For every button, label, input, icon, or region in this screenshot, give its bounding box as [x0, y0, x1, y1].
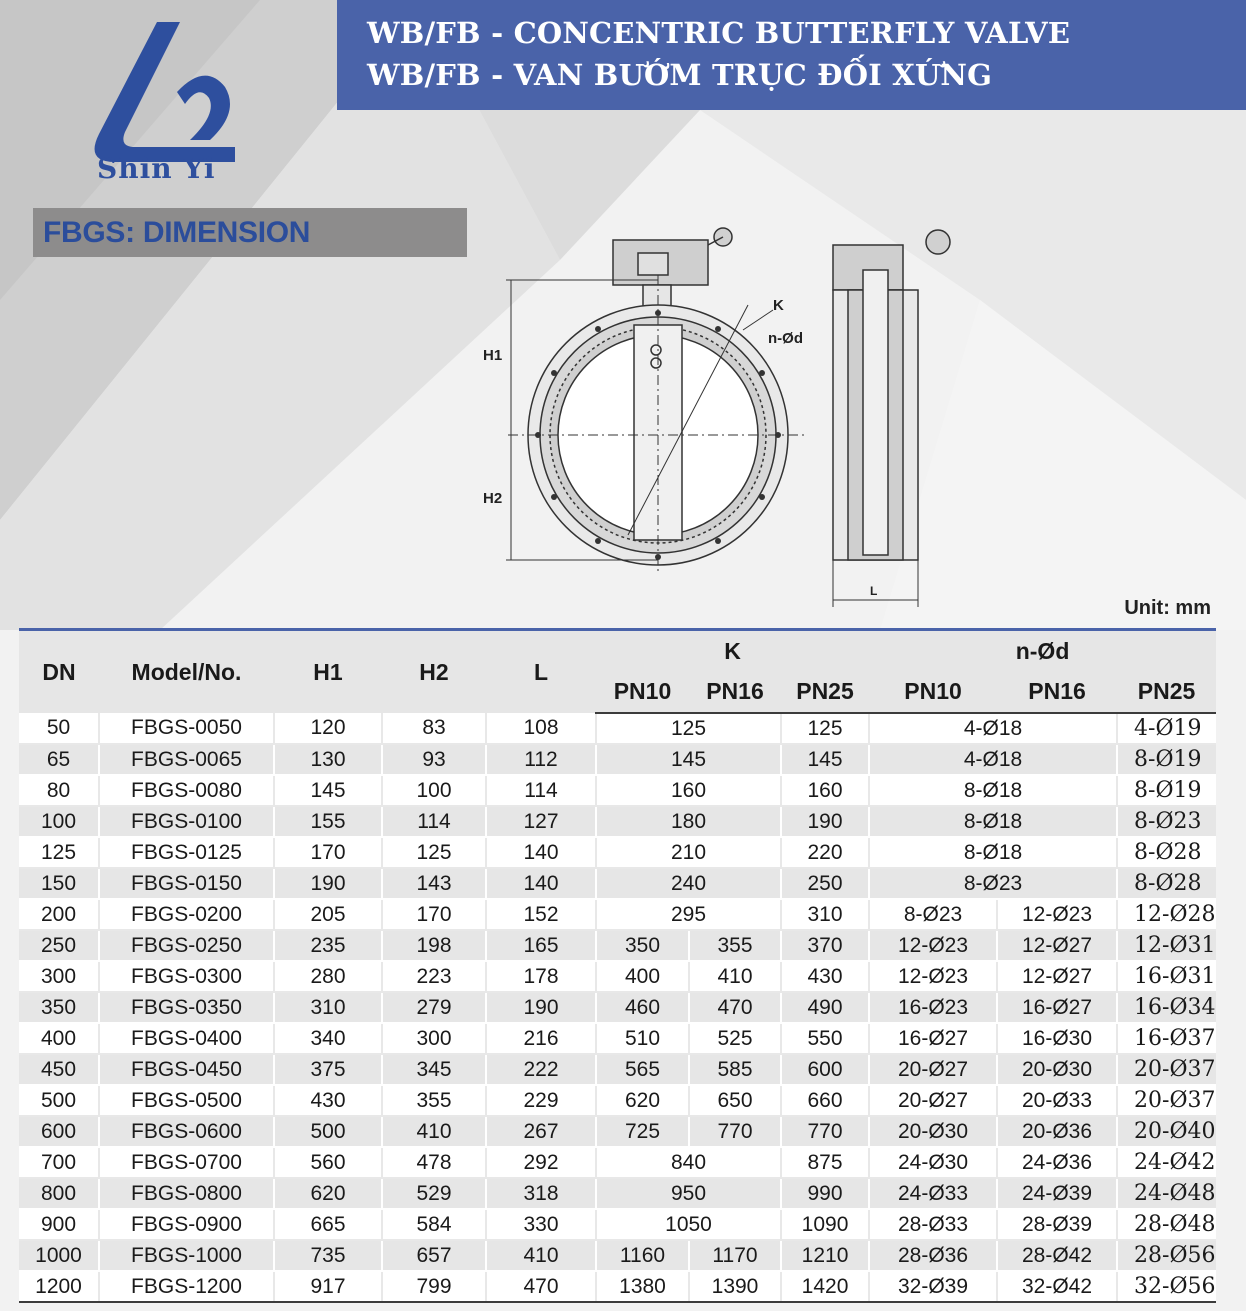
cell-h2: 799 — [382, 1271, 486, 1302]
cell-k-pn10: 1380 — [596, 1271, 689, 1302]
cell-k-pn10-pn16: 125 — [596, 713, 781, 744]
table-body — [19, 713, 1216, 1302]
cell-l: 190 — [486, 992, 596, 1023]
cell-model: FBGS-1200 — [99, 1271, 274, 1302]
table-row — [19, 1178, 1216, 1209]
cell-k-pn10-pn16: 240 — [596, 868, 781, 899]
cell-h1: 340 — [274, 1023, 382, 1054]
cell-k-pn25: 1210 — [781, 1240, 869, 1271]
cell-h1: 190 — [274, 868, 382, 899]
cell-model: FBGS-0500 — [99, 1085, 274, 1116]
cell-h1: 430 — [274, 1085, 382, 1116]
cell-model: FBGS-0300 — [99, 961, 274, 992]
cell-nd-pn25: 16-Ø34 — [1117, 992, 1216, 1023]
cell-k-pn10-pn16: 1050 — [596, 1209, 781, 1240]
cell-nd-pn16: 20-Ø36 — [997, 1116, 1117, 1147]
cell-k-pn10-pn16: 180 — [596, 806, 781, 837]
cell-h2: 657 — [382, 1240, 486, 1271]
cell-h1: 310 — [274, 992, 382, 1023]
cell-k-pn25: 875 — [781, 1147, 869, 1178]
cell-nd-pn25: 24-Ø48 — [1117, 1178, 1216, 1209]
cell-nd-pn25: 4-Ø19 — [1117, 713, 1216, 744]
cell-nd-pn25: 20-Ø37 — [1117, 1085, 1216, 1116]
table-row — [19, 1116, 1216, 1147]
cell-h1: 560 — [274, 1147, 382, 1178]
cell-l: 410 — [486, 1240, 596, 1271]
cell-l: 216 — [486, 1023, 596, 1054]
brand-name: Shin Yi — [97, 152, 216, 185]
cell-h1: 120 — [274, 713, 382, 744]
header-h2: H2 — [382, 630, 486, 714]
cell-l: 112 — [486, 744, 596, 775]
cell-nd-pn10-pn16: 8-Ø23 — [869, 868, 1117, 899]
cell-dn: 600 — [19, 1116, 99, 1147]
cell-l: 165 — [486, 930, 596, 961]
label-l: L — [870, 584, 878, 598]
cell-nd-pn16: 24-Ø39 — [997, 1178, 1117, 1209]
cell-dn: 300 — [19, 961, 99, 992]
cell-model: FBGS-0065 — [99, 744, 274, 775]
cell-dn: 1200 — [19, 1271, 99, 1302]
header-k-pn10: PN10 — [596, 671, 689, 713]
cell-nd-pn16: 12-Ø23 — [997, 899, 1117, 930]
cell-dn: 100 — [19, 806, 99, 837]
cell-dn: 350 — [19, 992, 99, 1023]
cell-k-pn10: 510 — [596, 1023, 689, 1054]
cell-model: FBGS-0450 — [99, 1054, 274, 1085]
cell-nd-pn25: 20-Ø37 — [1117, 1054, 1216, 1085]
cell-h2: 584 — [382, 1209, 486, 1240]
cell-nd-pn10-pn16: 8-Ø18 — [869, 775, 1117, 806]
cell-dn: 400 — [19, 1023, 99, 1054]
cell-nd-pn16: 24-Ø36 — [997, 1147, 1117, 1178]
cell-k-pn25: 770 — [781, 1116, 869, 1147]
table-row — [19, 1240, 1216, 1271]
cell-model: FBGS-0200 — [99, 899, 274, 930]
cell-nd-pn25: 20-Ø40 — [1117, 1116, 1216, 1147]
cell-h1: 665 — [274, 1209, 382, 1240]
cell-k-pn16: 355 — [689, 930, 781, 961]
label-h1: H1 — [483, 347, 503, 364]
cell-k-pn10: 725 — [596, 1116, 689, 1147]
cell-nd-pn25: 28-Ø48 — [1117, 1209, 1216, 1240]
header-dn: DN — [19, 630, 99, 714]
table-row — [19, 868, 1216, 899]
table-row — [19, 1023, 1216, 1054]
title-vietnamese: WB/FB - VAN BƯỚM TRỤC ĐỐI XỨNG — [367, 58, 993, 92]
cell-model: FBGS-0350 — [99, 992, 274, 1023]
cell-k-pn10: 565 — [596, 1054, 689, 1085]
cell-dn: 1000 — [19, 1240, 99, 1271]
cell-nd-pn25: 8-Ø19 — [1117, 775, 1216, 806]
cell-dn: 125 — [19, 837, 99, 868]
cell-nd-pn25: 8-Ø28 — [1117, 868, 1216, 899]
cell-h1: 235 — [274, 930, 382, 961]
cell-nd-pn16: 28-Ø42 — [997, 1240, 1117, 1271]
cell-k-pn25: 600 — [781, 1054, 869, 1085]
cell-l: 292 — [486, 1147, 596, 1178]
header-nd-pn16: PN16 — [997, 671, 1117, 713]
cell-model: FBGS-0125 — [99, 837, 274, 868]
cell-k-pn25: 660 — [781, 1085, 869, 1116]
cell-model: FBGS-0400 — [99, 1023, 274, 1054]
cell-k-pn25: 250 — [781, 868, 869, 899]
cell-k-pn25: 1420 — [781, 1271, 869, 1302]
cell-h1: 145 — [274, 775, 382, 806]
cell-l: 152 — [486, 899, 596, 930]
cell-k-pn25: 550 — [781, 1023, 869, 1054]
cell-l: 470 — [486, 1271, 596, 1302]
cell-nd-pn16: 12-Ø27 — [997, 930, 1117, 961]
table-row — [19, 713, 1216, 744]
cell-nd-pn16: 20-Ø33 — [997, 1085, 1117, 1116]
cell-model: FBGS-0600 — [99, 1116, 274, 1147]
cell-nd-pn25: 8-Ø19 — [1117, 744, 1216, 775]
cell-nd-pn25: 24-Ø42 — [1117, 1147, 1216, 1178]
cell-k-pn16: 585 — [689, 1054, 781, 1085]
cell-k-pn25: 490 — [781, 992, 869, 1023]
cell-model: FBGS-0250 — [99, 930, 274, 961]
cell-nd-pn25: 8-Ø28 — [1117, 837, 1216, 868]
cell-l: 318 — [486, 1178, 596, 1209]
cell-h1: 620 — [274, 1178, 382, 1209]
cell-h2: 529 — [382, 1178, 486, 1209]
cell-model: FBGS-0050 — [99, 713, 274, 744]
valve-drawing — [478, 215, 978, 615]
label-nd: n-Ød — [768, 330, 803, 347]
cell-dn: 50 — [19, 713, 99, 744]
cell-h1: 280 — [274, 961, 382, 992]
cell-nd-pn10-pn16: 4-Ø18 — [869, 744, 1117, 775]
cell-dn: 450 — [19, 1054, 99, 1085]
cell-k-pn10: 460 — [596, 992, 689, 1023]
cell-h2: 198 — [382, 930, 486, 961]
table-row — [19, 1271, 1216, 1302]
cell-k-pn10-pn16: 145 — [596, 744, 781, 775]
cell-h2: 170 — [382, 899, 486, 930]
cell-nd-pn10: 24-Ø30 — [869, 1147, 997, 1178]
cell-dn: 900 — [19, 1209, 99, 1240]
cell-nd-pn16: 16-Ø30 — [997, 1023, 1117, 1054]
header-nd-pn10: PN10 — [869, 671, 997, 713]
table-row — [19, 1147, 1216, 1178]
cell-k-pn25: 370 — [781, 930, 869, 961]
cell-nd-pn25: 8-Ø23 — [1117, 806, 1216, 837]
cell-dn: 800 — [19, 1178, 99, 1209]
cell-h2: 300 — [382, 1023, 486, 1054]
cell-model: FBGS-0100 — [99, 806, 274, 837]
unit-label: Unit: mm — [1124, 597, 1211, 619]
cell-h1: 205 — [274, 899, 382, 930]
section-bar — [33, 208, 467, 257]
table-row — [19, 744, 1216, 775]
cell-model: FBGS-0080 — [99, 775, 274, 806]
table-row — [19, 806, 1216, 837]
cell-dn: 500 — [19, 1085, 99, 1116]
cell-nd-pn10: 20-Ø30 — [869, 1116, 997, 1147]
cell-l: 140 — [486, 837, 596, 868]
cell-k-pn10-pn16: 950 — [596, 1178, 781, 1209]
table-row — [19, 899, 1216, 930]
header-k-pn16: PN16 — [689, 671, 781, 713]
cell-nd-pn10: 12-Ø23 — [869, 930, 997, 961]
table-row — [19, 1054, 1216, 1085]
cell-l: 140 — [486, 868, 596, 899]
cell-k-pn10-pn16: 160 — [596, 775, 781, 806]
header-nd: n-Ød — [869, 630, 1216, 672]
cell-nd-pn16: 20-Ø30 — [997, 1054, 1117, 1085]
cell-nd-pn10: 32-Ø39 — [869, 1271, 997, 1302]
cell-nd-pn10: 12-Ø23 — [869, 961, 997, 992]
cell-l: 330 — [486, 1209, 596, 1240]
cell-nd-pn10-pn16: 8-Ø18 — [869, 837, 1117, 868]
cell-l: 229 — [486, 1085, 596, 1116]
cell-nd-pn25: 28-Ø56 — [1117, 1240, 1216, 1271]
cell-nd-pn10: 28-Ø33 — [869, 1209, 997, 1240]
cell-model: FBGS-1000 — [99, 1240, 274, 1271]
cell-k-pn25: 125 — [781, 713, 869, 744]
cell-nd-pn10-pn16: 4-Ø18 — [869, 713, 1117, 744]
cell-nd-pn10: 20-Ø27 — [869, 1085, 997, 1116]
cell-dn: 65 — [19, 744, 99, 775]
cell-h1: 155 — [274, 806, 382, 837]
cell-k-pn10: 350 — [596, 930, 689, 961]
cell-dn: 200 — [19, 899, 99, 930]
cell-model: FBGS-0150 — [99, 868, 274, 899]
cell-k-pn16: 470 — [689, 992, 781, 1023]
cell-nd-pn16: 16-Ø27 — [997, 992, 1117, 1023]
cell-nd-pn10-pn16: 8-Ø18 — [869, 806, 1117, 837]
header-nd-pn25: PN25 — [1117, 671, 1216, 713]
cell-nd-pn10: 28-Ø36 — [869, 1240, 997, 1271]
cell-k-pn10-pn16: 840 — [596, 1147, 781, 1178]
cell-k-pn10: 620 — [596, 1085, 689, 1116]
cell-nd-pn10: 24-Ø33 — [869, 1178, 997, 1209]
cell-h2: 93 — [382, 744, 486, 775]
dimension-table — [19, 628, 1216, 1303]
section-title: FBGS: DIMENSION — [43, 216, 311, 249]
cell-nd-pn10: 16-Ø23 — [869, 992, 997, 1023]
cell-h2: 478 — [382, 1147, 486, 1178]
label-h2: H2 — [483, 490, 503, 507]
cell-nd-pn25: 12-Ø31 — [1117, 930, 1216, 961]
table-row — [19, 775, 1216, 806]
cell-l: 127 — [486, 806, 596, 837]
cell-model: FBGS-0900 — [99, 1209, 274, 1240]
cell-k-pn16: 1170 — [689, 1240, 781, 1271]
cell-k-pn25: 220 — [781, 837, 869, 868]
table-row — [19, 930, 1216, 961]
table-row — [19, 837, 1216, 868]
cell-dn: 250 — [19, 930, 99, 961]
cell-k-pn25: 160 — [781, 775, 869, 806]
cell-nd-pn25: 16-Ø37 — [1117, 1023, 1216, 1054]
cell-k-pn10: 400 — [596, 961, 689, 992]
cell-nd-pn10: 20-Ø27 — [869, 1054, 997, 1085]
label-k: K — [773, 297, 784, 314]
title-english: WB/FB - CONCENTRIC BUTTERFLY VALVE — [367, 16, 1071, 50]
cell-h2: 125 — [382, 837, 486, 868]
cell-nd-pn25: 32-Ø56 — [1117, 1271, 1216, 1302]
cell-k-pn10-pn16: 295 — [596, 899, 781, 930]
cell-k-pn25: 990 — [781, 1178, 869, 1209]
header-model: Model/No. — [99, 630, 274, 714]
cell-nd-pn25: 16-Ø31 — [1117, 961, 1216, 992]
table-row — [19, 1209, 1216, 1240]
cell-dn: 80 — [19, 775, 99, 806]
cell-h2: 223 — [382, 961, 486, 992]
cell-model: FBGS-0800 — [99, 1178, 274, 1209]
cell-h1: 500 — [274, 1116, 382, 1147]
cell-l: 222 — [486, 1054, 596, 1085]
cell-h2: 100 — [382, 775, 486, 806]
cell-l: 108 — [486, 713, 596, 744]
cell-nd-pn16: 28-Ø39 — [997, 1209, 1117, 1240]
header-h1: H1 — [274, 630, 382, 714]
cell-nd-pn16: 12-Ø27 — [997, 961, 1117, 992]
cell-k-pn25: 310 — [781, 899, 869, 930]
cell-k-pn16: 770 — [689, 1116, 781, 1147]
cell-model: FBGS-0700 — [99, 1147, 274, 1178]
cell-k-pn16: 410 — [689, 961, 781, 992]
cell-k-pn16: 1390 — [689, 1271, 781, 1302]
cell-h2: 410 — [382, 1116, 486, 1147]
header-band — [337, 0, 1246, 110]
cell-h2: 143 — [382, 868, 486, 899]
table-row — [19, 1085, 1216, 1116]
cell-k-pn25: 430 — [781, 961, 869, 992]
cell-h2: 114 — [382, 806, 486, 837]
cell-k-pn16: 525 — [689, 1023, 781, 1054]
cell-k-pn10: 1160 — [596, 1240, 689, 1271]
cell-h1: 130 — [274, 744, 382, 775]
cell-l: 178 — [486, 961, 596, 992]
cell-k-pn10-pn16: 210 — [596, 837, 781, 868]
table-row — [19, 992, 1216, 1023]
cell-l: 114 — [486, 775, 596, 806]
cell-nd-pn10: 16-Ø27 — [869, 1023, 997, 1054]
cell-h2: 345 — [382, 1054, 486, 1085]
cell-h1: 917 — [274, 1271, 382, 1302]
cell-nd-pn10: 8-Ø23 — [869, 899, 997, 930]
cell-k-pn25: 145 — [781, 744, 869, 775]
table-row — [19, 961, 1216, 992]
cell-dn: 700 — [19, 1147, 99, 1178]
cell-nd-pn16: 32-Ø42 — [997, 1271, 1117, 1302]
cell-k-pn25: 1090 — [781, 1209, 869, 1240]
header-l: L — [486, 630, 596, 714]
cell-h2: 279 — [382, 992, 486, 1023]
cell-k-pn16: 650 — [689, 1085, 781, 1116]
header-k-pn25: PN25 — [781, 671, 869, 713]
cell-dn: 150 — [19, 868, 99, 899]
cell-h2: 83 — [382, 713, 486, 744]
cell-nd-pn25: 12-Ø28 — [1117, 899, 1216, 930]
cell-h2: 355 — [382, 1085, 486, 1116]
cell-k-pn25: 190 — [781, 806, 869, 837]
cell-h1: 170 — [274, 837, 382, 868]
cell-l: 267 — [486, 1116, 596, 1147]
header-k: K — [596, 630, 869, 672]
cell-h1: 375 — [274, 1054, 382, 1085]
cell-h1: 735 — [274, 1240, 382, 1271]
